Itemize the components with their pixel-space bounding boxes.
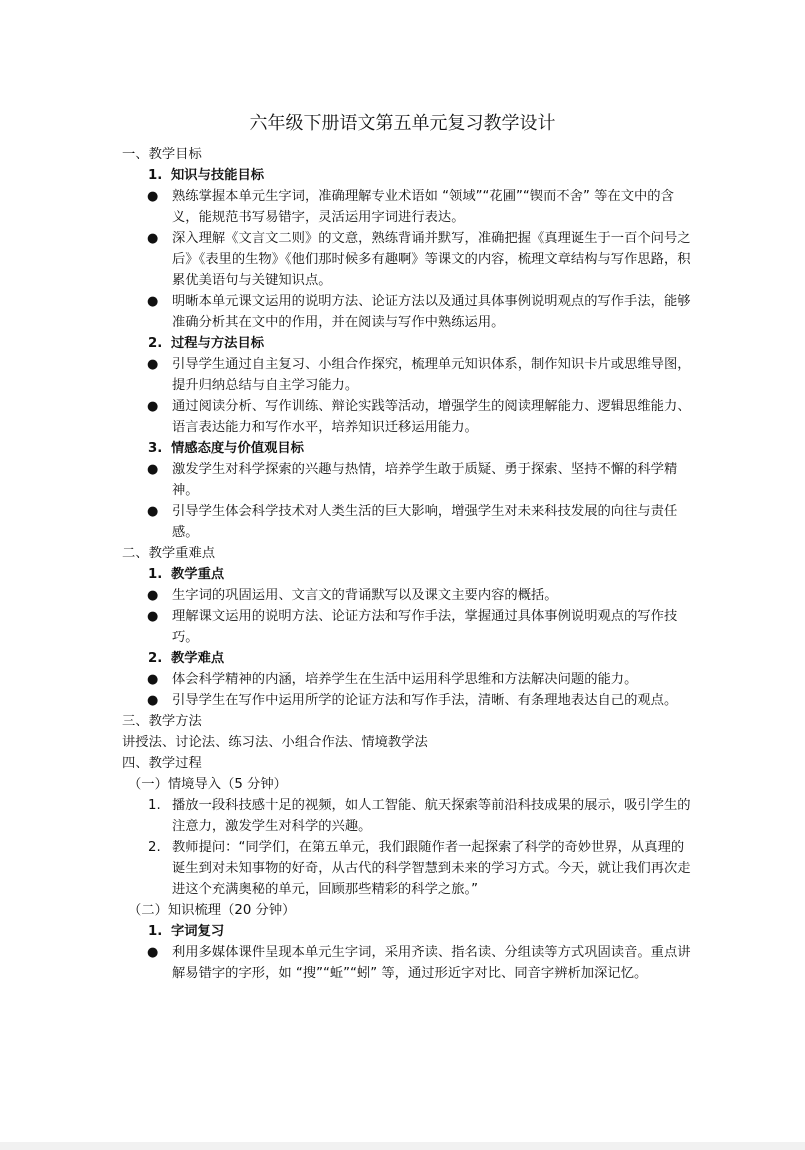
- bullet-text: 引导学生体会科学技术对人类生活的巨大影响，增强学生对未来科技发展的向往与责任感。: [172, 504, 678, 540]
- numbered-heading: 2. 过程与方法目标: [148, 336, 265, 351]
- ordered-item: 2. 教师提问：“同学们，在第五单元，我们跟随作者一起探索了科学的奇妙世界，从真理的诞生到对未知事物的好奇，从古代的科学智慧到未来的学习方式。今天，就让我们再次走进这个充满奥秘的单元，回顾那些精彩的科学之旅。”: [148, 840, 691, 897]
- bullet-icon: ●: [147, 462, 159, 477]
- heading-text: 过程与方法目标: [171, 336, 265, 351]
- bullet-icon: ●: [147, 693, 159, 708]
- heading-text: 知识与技能目标: [171, 168, 265, 183]
- bullet-icon: ●: [147, 231, 159, 246]
- bullet-icon: ●: [147, 945, 159, 960]
- bullet-icon: ●: [147, 672, 159, 687]
- bullet-text: 明晰本单元课文运用的说明方法、论证方法以及通过具体事例说明观点的写作手法，能够准确分析其在文中的作用，并在阅读与写作中熟练运用。: [172, 294, 691, 330]
- bullet-icon: ●: [147, 357, 159, 372]
- bullet-icon: ●: [147, 588, 159, 603]
- numbered-heading: 3. 情感态度与价值观目标: [148, 441, 304, 456]
- bullet-item: [122, 186, 692, 228]
- bullet-item: [122, 690, 692, 711]
- bullet-icon: ●: [147, 399, 159, 414]
- bullet-icon: ●: [147, 504, 159, 519]
- bullet-item: [122, 291, 692, 333]
- bullet-text: 激发学生对科学探索的兴趣与热情，培养学生敢于质疑、勇于探索、坚持不懈的科学精神。: [172, 462, 678, 498]
- subsection-heading: （一）情境导入（5 分钟）: [128, 777, 287, 792]
- section-heading: 四、教学过程: [122, 756, 202, 771]
- heading-text: 字词复习: [171, 924, 225, 939]
- bullet-item: [122, 396, 692, 438]
- ordered-text: 播放一段科技感十足的视频，如人工智能、航天探索等前沿科技成果的展示，吸引学生的注意力，激发学生对科学的兴趣。: [172, 798, 691, 834]
- page-title: 六年级下册语文第五单元复习教学设计: [249, 113, 556, 134]
- section-heading: 二、教学重难点: [122, 546, 216, 561]
- bullet-item: [122, 501, 692, 543]
- bullet-text: 深入理解《文言文二则》的文意，熟练背诵并默写，准确把握《真理诞生于一百个问号之后》《表里的生物》《他们那时候多有趣啊》等课文的内容，梳理文章结构与写作思路，积累优美语句与关键知识点。: [172, 231, 691, 288]
- ordered-text: 教师提问：“同学们，在第五单元，我们跟随作者一起探索了科学的奇妙世界，从真理的诞生到对未知事物的好奇，从古代的科学智慧到未来的学习方式。今天，就让我们再次走进这个充满奥秘的单元，回顾那些精彩的科学之旅。”: [172, 840, 691, 897]
- numbered-heading: 1. 字词复习: [148, 924, 225, 939]
- numbered-heading: 2. 教学难点: [148, 651, 225, 666]
- bullet-item: [122, 606, 692, 648]
- ordered-item: 1. 播放一段科技感十足的视频，如人工智能、航天探索等前沿科技成果的展示，吸引学生的注意力，激发学生对科学的兴趣。: [148, 798, 691, 834]
- bullet-icon: ●: [147, 189, 159, 204]
- bullet-item: [122, 942, 692, 984]
- bullet-text: 通过阅读分析、写作训练、辩论实践等活动，增强学生的阅读理解能力、逻辑思维能力、语言表达能力和写作水平，培养知识迁移运用能力。: [172, 399, 691, 435]
- section-heading: 一、教学目标: [122, 147, 202, 162]
- bullet-item: [122, 585, 692, 606]
- bullet-item: [122, 354, 692, 396]
- bullet-text: 引导学生通过自主复习、小组合作探究，梳理单元知识体系，制作知识卡片或思维导图，提升归纳总结与自主学习能力。: [172, 357, 691, 393]
- paragraph: 讲授法、讨论法、练习法、小组合作法、情境教学法: [122, 735, 428, 750]
- heading-text: 教学难点: [171, 651, 225, 666]
- heading-text: 情感态度与价值观目标: [171, 441, 304, 456]
- section-heading: 三、教学方法: [122, 714, 202, 729]
- subsection-heading: （二）知识梳理（20 分钟）: [128, 903, 296, 918]
- bullet-text: 利用多媒体课件呈现本单元生字词，采用齐读、指名读、分组读等方式巩固读音。重点讲解易错字的字形，如 “搜”“蚯”“蚓” 等，通过形近字对比、同音字辨析加深记忆。: [172, 945, 691, 981]
- document-body: [122, 144, 692, 984]
- bullet-text: 引导学生在写作中运用所学的论证方法和写作手法，清晰、有条理地表达自己的观点。: [172, 693, 678, 708]
- bullet-text: 体会科学精神的内涵，培养学生在生活中运用科学思维和方法解决问题的能力。: [172, 672, 638, 687]
- bullet-item: [122, 228, 692, 291]
- bullet-icon: ●: [147, 609, 159, 624]
- numbered-heading: 1. 知识与技能目标: [148, 168, 265, 183]
- bullet-item: [122, 459, 692, 501]
- bullet-item: [122, 669, 692, 690]
- bullet-text: 熟练掌握本单元生字词，准确理解专业术语如 “领域”“花圃”“锲而不舍” 等在文中的含义，能规范书写易错字，灵活运用字词进行表达。: [172, 189, 674, 225]
- bullet-text: 理解课文运用的说明方法、论证方法和写作手法，掌握通过具体事例说明观点的写作技巧。: [172, 609, 678, 645]
- bullet-text: 生字词的巩固运用、文言文的背诵默写以及课文主要内容的概括。: [172, 588, 558, 603]
- numbered-heading: 1. 教学重点: [148, 567, 225, 582]
- bullet-icon: ●: [147, 294, 159, 309]
- heading-text: 教学重点: [171, 567, 225, 582]
